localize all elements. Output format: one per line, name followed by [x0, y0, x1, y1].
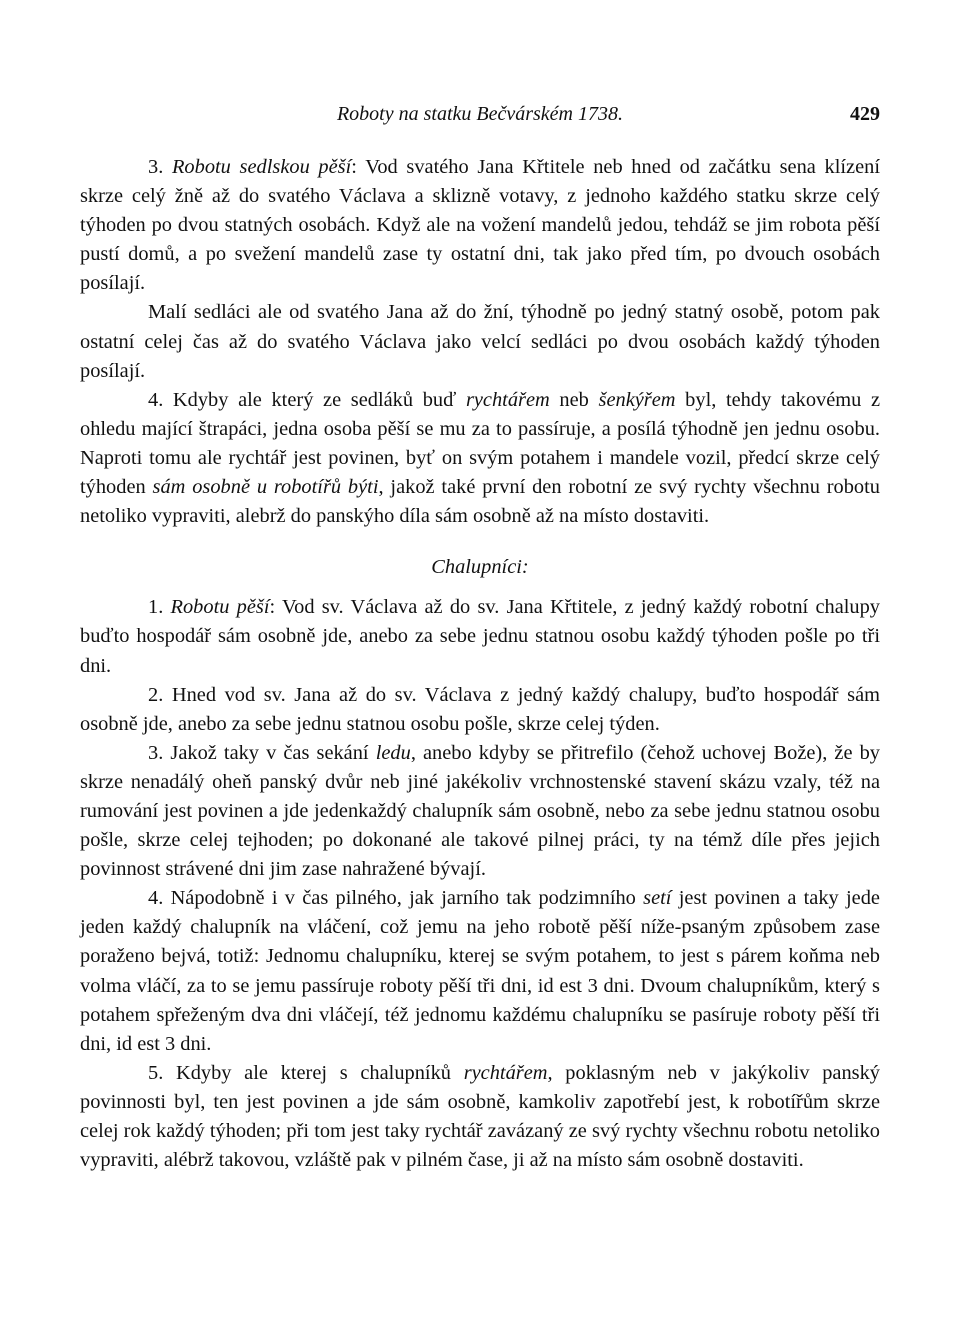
italic-term: ledu [375, 741, 411, 764]
italic-term: setí [643, 887, 672, 910]
italic-term: šenkýřem [598, 388, 676, 411]
text-run: poklasným neb v jakýkoliv panský povinnosti byl, ten jest povinen a jde sám osobně, kamkoliv zapotřebí jest, k robotířům skrze celej rok každý týhoden; při tom jest taky rychtář zavázaný ze svý rychty všechnu robotu netoliko vypraviti, alébrž takovou, vzláště pak v pilném čase, ji až na místo sám osobně dostaviti. [80, 1061, 880, 1172]
text-run: neb [559, 388, 589, 411]
paragraph-chalupnici-3 [80, 739, 880, 884]
section-title: Robotu sedlskou pěší [171, 156, 352, 178]
text-run: , jakož také první den robotní ze svý rychty všechnu robotu netoliko vypraviti, alebrž do panskýho díla sám osobně až na místo dostaviti. [80, 476, 880, 528]
section-heading: Chalupníci: [431, 556, 529, 579]
section-title: Robotu pěší [170, 596, 270, 619]
text-run: 4. Kdyby ale který ze sedláků buď [148, 388, 457, 411]
text-run: 5. Kdyby ale kterej s chalupníků [148, 1061, 451, 1084]
italic-term: rychtářem [465, 388, 550, 411]
text-run: byl, tehdy takovému z ohledu mající štrapáci, jedna osoba pěší se mu za to passíruje, a posílá týhodně jen jednu osobu. Naproti tomu ale rychtář jest povinen, byť on svým potahem i mandele vozil, předcí skrze celý týhoden [80, 388, 881, 499]
running-head [80, 103, 880, 131]
page-number: 429 [850, 103, 880, 125]
text-run: , anebo kdyby se přitrefilo (čehož uchovej Bože), že by skrze nenadálý oheň panský dvůr neb jiné jakékoliv vrchnostenské stavení skázu vzaly, též na rumování jest povinen a jde jedenkaždý chalupník sám osobně, nebo za sebe jednu statnou osobu pošle, skrze celej tejhoden; po dokonané ale takové pilnej práci, ty na témž díle přes jejich povinnost strávené dni jim zase nahražené bývají. [80, 741, 880, 881]
paragraph-chalupnici-5 [80, 1059, 880, 1175]
paragraph-chalupnici-2: 2. Hned vod sv. Jana až do sv. Václava z jedný každý chalupy, buďto hospodář sám osobně jde, anebo za sebe jednu statnou osobu pošle, skrze celej týden. [80, 683, 880, 735]
paragraph-chalupnici-1 [80, 593, 880, 680]
paragraph-text: : Vod svatého Jana Křtitele neb hned od začátku sena klízení skrze celý žně až do svatého Václava a sklizně votavy, z jednoho každého statku skrze celý týhoden po dvou statných osobách. Když ale na vožení mandelů jedou, tehdáž se jim robota pěší pustí domů, a po svežení mandelů zase ty ostatní dni, tak jako před tím, po dvouch osobách posílají. [80, 156, 880, 295]
paragraph-mali-sedlaci: Malí sedláci ale od svatého Jana až do žní, týhodně po jedný statný osobě, potom pak ostatní celej čas až do svatého Václava jako velcí sedláci po dvou osobách každý týhoden posílají. [80, 301, 880, 382]
text-run: jest povinen a taky jede jeden každý chalupník na vláčení, což jemu na jeho robotě pěší níže-psaným způsobem zase poraženo bejvá, totiž: Jednomu chalupníku, kterej se svým potahem, to jest s párem koňma neb volma vláčí, za to se jemu passíruje roboty pěší tři dni, id est 3 dni. Dvoum chalupníkům, který s potahem spřeženým dva dni vláčejí, též jednomu každému chalupníku se pasíruje roboty pěší tři dni, id est 3 dni. [80, 887, 880, 1055]
paragraph-4 [80, 386, 880, 531]
paragraph-3 [80, 153, 880, 298]
text-run: 4. Nápodobně i v čas pilného, jak jarního tak podzimního [148, 887, 636, 910]
italic-term: sám osobně u robotířů býti [152, 476, 379, 499]
italic-term: rychtářem, [463, 1061, 553, 1084]
text-run: 3. Jakož taky v čas sekání [148, 741, 369, 764]
running-title: Roboty na statku Bečvárském 1738. [336, 103, 624, 125]
paragraph-number: 3. [148, 156, 164, 178]
paragraph-chalupnici-4 [80, 884, 880, 1059]
paragraph-number: 1. [148, 596, 164, 619]
paragraph-text: : Vod sv. Václava až do sv. Jana Křtitele, z jedný každý robotní chalupy buďto hospodář sám osobně jde, anebo za sebe jednu statnou osobu každý týhoden pošle po tři dni. [80, 596, 880, 677]
body-text [80, 153, 880, 1175]
